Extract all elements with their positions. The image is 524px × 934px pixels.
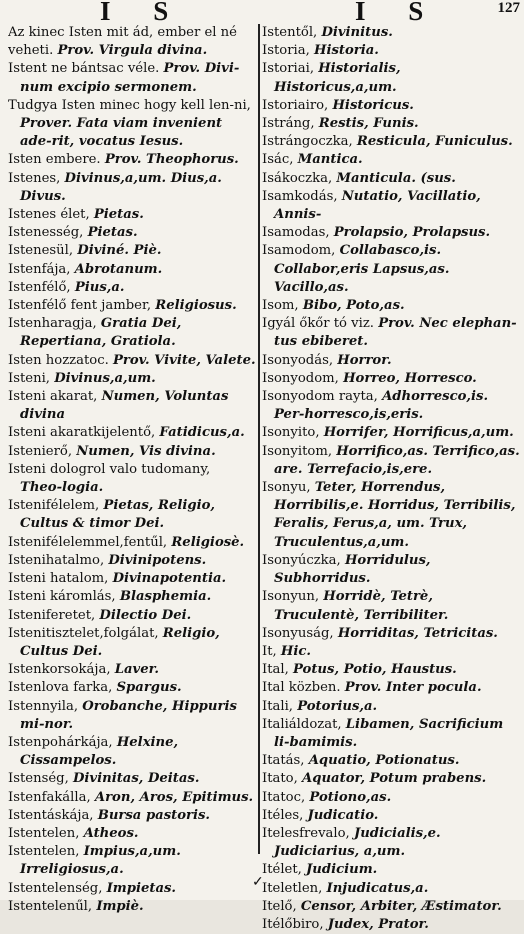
dictionary-entry [262, 370, 520, 388]
entry-headword: Istenifélelemmel,fentűl, [8, 534, 168, 550]
entry-headword: veheti. [8, 43, 54, 59]
dictionary-entry [262, 643, 520, 661]
dictionary-entry [8, 352, 256, 370]
entry-latin-gloss: Impiè. [96, 898, 144, 914]
entry-latin-gloss: Divinus,a,um. [54, 370, 156, 386]
dictionary-entry [262, 479, 520, 552]
entry-headword: Istentől, [262, 25, 318, 40]
entry-headword: Istenség, [8, 771, 69, 787]
entry-headword: Istenes élet, [8, 207, 90, 223]
footer-mark: ✓ [252, 874, 264, 890]
dictionary-entry [8, 497, 256, 533]
entry-latin-gloss: Judicatio. [307, 807, 379, 823]
entry-latin-gloss: Prov. Divi-num excipio sermonem. [20, 61, 240, 95]
entry-headword: Ital, [262, 662, 289, 678]
dictionary-entry [262, 115, 520, 133]
entry-latin-gloss: Historialis, Historicus,a,um. [274, 61, 401, 95]
entry-headword: Istenfakálla, [8, 789, 91, 805]
entry-latin-gloss: Pius,a. [74, 279, 125, 295]
dictionary-entry [8, 461, 256, 497]
left-column [8, 24, 256, 916]
column-divider [258, 24, 260, 854]
guide-letters-left: I S [100, 0, 187, 26]
entry-latin-gloss: Potus, Potio, Haustus. [292, 662, 457, 678]
entry-headword: Isonyu, [262, 480, 311, 496]
entry-latin-gloss: Horrifico,as. Terrifico,as. are. Terrefacio,is,ere. [274, 443, 520, 477]
dictionary-entry [262, 552, 520, 588]
entry-headword: Istenfája, [8, 261, 71, 277]
dictionary-entry [8, 625, 256, 661]
dictionary-entry [262, 789, 520, 807]
entry-headword: Istenlova farka, [8, 680, 113, 696]
entry-latin-gloss: Pietas. [87, 225, 138, 241]
dictionary-entry [262, 60, 520, 96]
entry-headword: Itato, [262, 771, 298, 787]
dictionary-entry [262, 424, 520, 442]
entry-latin-gloss: Aquator, Potum prabens. [302, 771, 487, 787]
entry-headword: Istent ne bántsac véle. [8, 61, 160, 77]
dictionary-entry [262, 898, 520, 916]
entry-latin-gloss: Censor, Arbiter, Æstimator. [300, 898, 502, 914]
dictionary-entry [262, 224, 520, 242]
entry-headword: Istenesül, [8, 243, 74, 259]
entry-latin-gloss: Abrotanum. [74, 261, 163, 277]
dictionary-entry [8, 607, 256, 625]
entry-latin-gloss: Blasphemia. [119, 589, 212, 605]
dictionary-entry [262, 170, 520, 188]
entry-latin-gloss: Potiono,as. [309, 789, 392, 805]
dictionary-entry [8, 97, 256, 152]
entry-latin-gloss: Aquatio, Potionatus. [308, 753, 460, 769]
entry-headword: Itélőbiro, [262, 916, 324, 932]
entry-latin-gloss: Atheos. [83, 825, 139, 841]
entry-latin-gloss: Teter, Horrendus, Horribilis,e. Horridus, Terribilis, Feralis, Ferus,a, um. Trux, Truculentus,a,um. [274, 480, 516, 550]
entry-latin-gloss: Fatidicus,a. [159, 425, 245, 441]
dictionary-entry [262, 42, 520, 60]
entry-headword: Istoriai, [262, 61, 315, 77]
entry-headword: Istenpohárkája, [8, 734, 113, 750]
dictionary-entry [8, 24, 256, 42]
dictionary-entry [8, 206, 256, 224]
entry-headword: Istentáskája, [8, 807, 94, 823]
entry-headword: Isteniferetet, [8, 607, 96, 623]
entry-latin-gloss: Prov. Virgula divina. [57, 43, 208, 59]
entry-latin-gloss: Orobanche, Hippuris mi-nor. [20, 698, 237, 732]
dictionary-entry [262, 716, 520, 752]
dictionary-entry [8, 898, 256, 916]
dictionary-entry [8, 60, 256, 96]
entry-headword: Istenihatalmo, [8, 552, 105, 568]
entry-latin-gloss: Laver. [114, 662, 159, 678]
dictionary-entry [262, 97, 520, 115]
entry-headword: Isamkodás, [262, 188, 338, 204]
entry-latin-gloss: Divinitas, Deitas. [72, 771, 200, 787]
dictionary-entry [8, 789, 256, 807]
entry-latin-gloss: Numen, Vis divina. [76, 443, 216, 459]
page-header [0, 0, 524, 26]
dictionary-entry [8, 534, 256, 552]
entry-latin-gloss: Judicialis,e. Judiciarius, a,um. [274, 825, 441, 860]
entry-headword: Istenfélő fent jamber, [8, 298, 152, 314]
entry-latin-gloss: Pietas. [93, 207, 144, 223]
entry-latin-gloss: Prov. Inter pocula. [344, 680, 482, 696]
dictionary-entry [8, 880, 256, 898]
entry-headword: Istenifélelem, [8, 498, 100, 514]
dictionary-entry [262, 315, 520, 351]
dictionary-entry [8, 698, 256, 734]
entry-latin-gloss: Adhorresco,is. Per-horresco,is,eris. [274, 389, 489, 423]
entry-headword: Itélet, [262, 862, 302, 878]
entry-latin-gloss: Historia. [314, 43, 379, 59]
entry-headword: Isonyitom, [262, 443, 333, 459]
dictionary-entry [8, 170, 256, 206]
dictionary-entry [262, 861, 520, 879]
dictionary-entry [8, 370, 256, 388]
entry-headword: Istenierő, [8, 443, 73, 459]
entry-latin-gloss: Prov. Theophorus. [104, 152, 239, 168]
entry-headword: Iteletlen, [262, 880, 323, 896]
dictionary-entry [262, 443, 520, 479]
entry-headword: Istennyila, [8, 698, 79, 714]
entry-headword: Istenes, [8, 170, 61, 186]
entry-latin-gloss: Numen, Voluntas divina [20, 389, 229, 423]
entry-latin-gloss: Divinapotentia. [112, 571, 227, 587]
right-column [262, 24, 520, 934]
dictionary-entry [8, 261, 256, 279]
entry-latin-gloss: Horridulus, Subhorridus. [274, 552, 431, 587]
dictionary-entry [8, 224, 256, 242]
dictionary-entry [8, 151, 256, 169]
entry-latin-gloss: Pietas, Religio, Cultus & timor Dei. [20, 498, 215, 532]
entry-headword: Isákoczka, [262, 170, 333, 186]
entry-headword: Italiáldozat, [262, 716, 342, 732]
dictionary-entry [262, 242, 520, 297]
entry-headword: Istoria, [262, 43, 310, 59]
entry-headword: Istenkorsokája, [8, 662, 111, 678]
entry-latin-gloss: Prover. Fata viam invenient ade-rit, vocatus Iesus. [20, 116, 223, 150]
entry-headword: Igyál őkőr tó viz. [262, 316, 374, 332]
entry-latin-gloss: Judex, Prator. [327, 916, 429, 932]
entry-headword: Isonyodom rayta, [262, 389, 378, 405]
entry-headword: Istenitisztelet,folgálat, [8, 625, 159, 641]
entry-headword: Istenharagja, [8, 316, 97, 332]
entry-headword: Istentelen, [8, 844, 80, 860]
entry-headword: Isamodas, [262, 225, 330, 241]
entry-headword: Itéles, [262, 807, 304, 823]
entry-latin-gloss: Helxine, Cissampelos. [20, 734, 179, 769]
entry-headword: Itatoc, [262, 789, 306, 805]
entry-latin-gloss: Aron, Aros, Epitimus. [94, 789, 254, 805]
entry-headword: Isten embere. [8, 152, 101, 168]
entry-latin-gloss: Divinipotens. [108, 552, 207, 568]
entry-headword: Isonyodás, [262, 352, 334, 368]
entry-headword: Itelő, [262, 898, 297, 914]
entry-headword: Itelesfrevalo, [262, 825, 350, 841]
entry-headword: Ital közben. [262, 680, 341, 696]
dictionary-entry [8, 424, 256, 442]
dictionary-entry [8, 570, 256, 588]
entry-latin-gloss: Resticula, Funiculus. [356, 134, 513, 150]
dictionary-entry [8, 679, 256, 697]
entry-headword: Isamodom, [262, 243, 336, 259]
entry-headword: Isteni, [8, 370, 50, 386]
dictionary-entry [262, 880, 520, 898]
entry-latin-gloss: Spargus. [116, 680, 182, 696]
entry-latin-gloss: Prolapsio, Prolapsus. [333, 225, 491, 241]
entry-latin-gloss: Impietas. [106, 880, 177, 896]
dictionary-entry [8, 315, 256, 351]
entry-latin-gloss: Theo-logia. [20, 480, 104, 496]
entry-headword: Isonyito, [262, 425, 320, 441]
dictionary-entry [8, 843, 256, 879]
entry-latin-gloss: Bibo, Poto,as. [302, 298, 405, 314]
entry-headword: Isom, [262, 298, 299, 314]
entry-latin-gloss: Gratia Dei, Repertiana, Gratiola. [20, 316, 182, 350]
entry-headword: Istrángoczka, [262, 134, 353, 150]
dictionary-entry [262, 770, 520, 788]
entry-latin-gloss: Diviné. Piè. [77, 243, 162, 259]
page-number: 127 [497, 0, 520, 16]
entry-headword: Istentelen, [8, 825, 80, 841]
entry-headword: Isteni hatalom, [8, 571, 109, 587]
entry-latin-gloss: Potorius,a. [297, 698, 378, 714]
dictionary-entry [262, 24, 520, 42]
entry-latin-gloss: Prov. Vivite, Valete. [112, 352, 256, 368]
entry-latin-gloss: Collabasco,is. Collabor,eris Lapsus,as. Vacillo,as. [274, 243, 450, 295]
entry-headword: Istentelenűl, [8, 898, 93, 914]
guide-letters-right: I S [355, 0, 442, 26]
entry-headword: Isteni káromlás, [8, 589, 116, 605]
dictionary-entry [8, 661, 256, 679]
entry-headword: Isonyun, [262, 589, 320, 605]
dictionary-entry [262, 679, 520, 697]
entry-latin-gloss: Divinus,a,um. Dius,a. Divus. [20, 170, 222, 204]
dictionary-entry [262, 151, 520, 169]
entry-latin-gloss: Horridè, Tetrè, Truculentè, Terribiliter. [274, 589, 449, 623]
entry-latin-gloss: Horrifer, Horrificus,a,um. [323, 425, 514, 441]
entry-latin-gloss: Bursa pastoris. [97, 807, 210, 823]
entry-latin-gloss: Historicus. [332, 97, 414, 113]
entry-latin-gloss: Religio, Cultus Dei. [20, 625, 220, 659]
entry-latin-gloss: Horreo, Horresco. [343, 370, 477, 386]
dictionary-entry [8, 734, 256, 770]
dictionary-entry [8, 279, 256, 297]
entry-latin-gloss: Horriditas, Tetricitas. [337, 625, 498, 641]
dictionary-entry [8, 807, 256, 825]
entry-headword: Istenesség, [8, 225, 84, 241]
entry-headword: Istentelenség, [8, 880, 103, 896]
dictionary-entry [262, 698, 520, 716]
entry-headword: Isteni dologrol valo tudomany, [8, 461, 211, 477]
dictionary-entry [262, 752, 520, 770]
entry-headword: Isteni akaratkijelentő, [8, 425, 156, 441]
dictionary-entry [262, 825, 520, 861]
entry-latin-gloss: Religiosè. [171, 534, 245, 550]
dictionary-entry [8, 825, 256, 843]
entry-headword: Istoriairo, [262, 97, 329, 113]
dictionary-entry [8, 388, 256, 424]
entry-latin-gloss: Injudicatus,a. [326, 880, 429, 896]
entry-headword: Itali, [262, 698, 293, 714]
entry-headword: Isonyúczka, [262, 552, 341, 568]
entry-headword: Isác, [262, 152, 294, 168]
dictionary-entry [262, 661, 520, 679]
entry-latin-gloss: Libamen, Sacrificium li-bamimis. [274, 716, 504, 750]
entry-latin-gloss: Mantica. [297, 152, 363, 168]
entry-headword: Itatás, [262, 753, 305, 769]
entry-latin-gloss: Manticula. (sus. [336, 170, 456, 186]
dictionary-entry [8, 588, 256, 606]
dictionary-entry [8, 552, 256, 570]
dictionary-entry [8, 42, 256, 60]
entry-headword: Isteni akarat, [8, 389, 98, 405]
dictionary-entry [262, 133, 520, 151]
entry-headword: Tudgya Isten minec hogy kell len-ni, [8, 97, 251, 113]
dictionary-entry [262, 388, 520, 424]
dictionary-entry [8, 242, 256, 260]
entry-latin-gloss: Hic. [280, 643, 311, 659]
entry-latin-gloss: Religiosus. [155, 298, 237, 314]
entry-headword: It, [262, 643, 277, 659]
entry-latin-gloss: Horror. [337, 352, 392, 368]
entry-latin-gloss: Nutatio, Vacillatio, Annis- [274, 188, 481, 223]
entry-headword: Isonyuság, [262, 625, 334, 641]
dictionary-entry [262, 807, 520, 825]
entry-latin-gloss: Dilectio Dei. [99, 607, 192, 623]
entry-headword: Az kinec Isten mit ád, ember el né [8, 25, 237, 40]
entry-headword: Isten hozzatoc. [8, 352, 109, 368]
entry-headword: Istráng, [262, 116, 315, 132]
entry-latin-gloss: Prov. Nec elephan-tus ebiberet. [274, 316, 517, 350]
dictionary-entry [262, 352, 520, 370]
dictionary-entry [8, 770, 256, 788]
dictionary-entry [8, 297, 256, 315]
dictionary-entry [8, 443, 256, 461]
entry-headword: Istenfélő, [8, 279, 71, 295]
dictionary-entry [262, 297, 520, 315]
entry-latin-gloss: Impius,a,um. Irreligiosus,a. [20, 844, 181, 878]
entry-latin-gloss: Judicium. [306, 862, 378, 878]
entry-headword: Isonyodom, [262, 370, 339, 386]
entry-latin-gloss: Divinitus. [321, 25, 393, 40]
dictionary-entry [262, 588, 520, 624]
dictionary-entry [262, 916, 520, 934]
dictionary-entry [262, 625, 520, 643]
dictionary-entry [262, 188, 520, 224]
entry-latin-gloss: Restis, Funis. [318, 116, 419, 132]
